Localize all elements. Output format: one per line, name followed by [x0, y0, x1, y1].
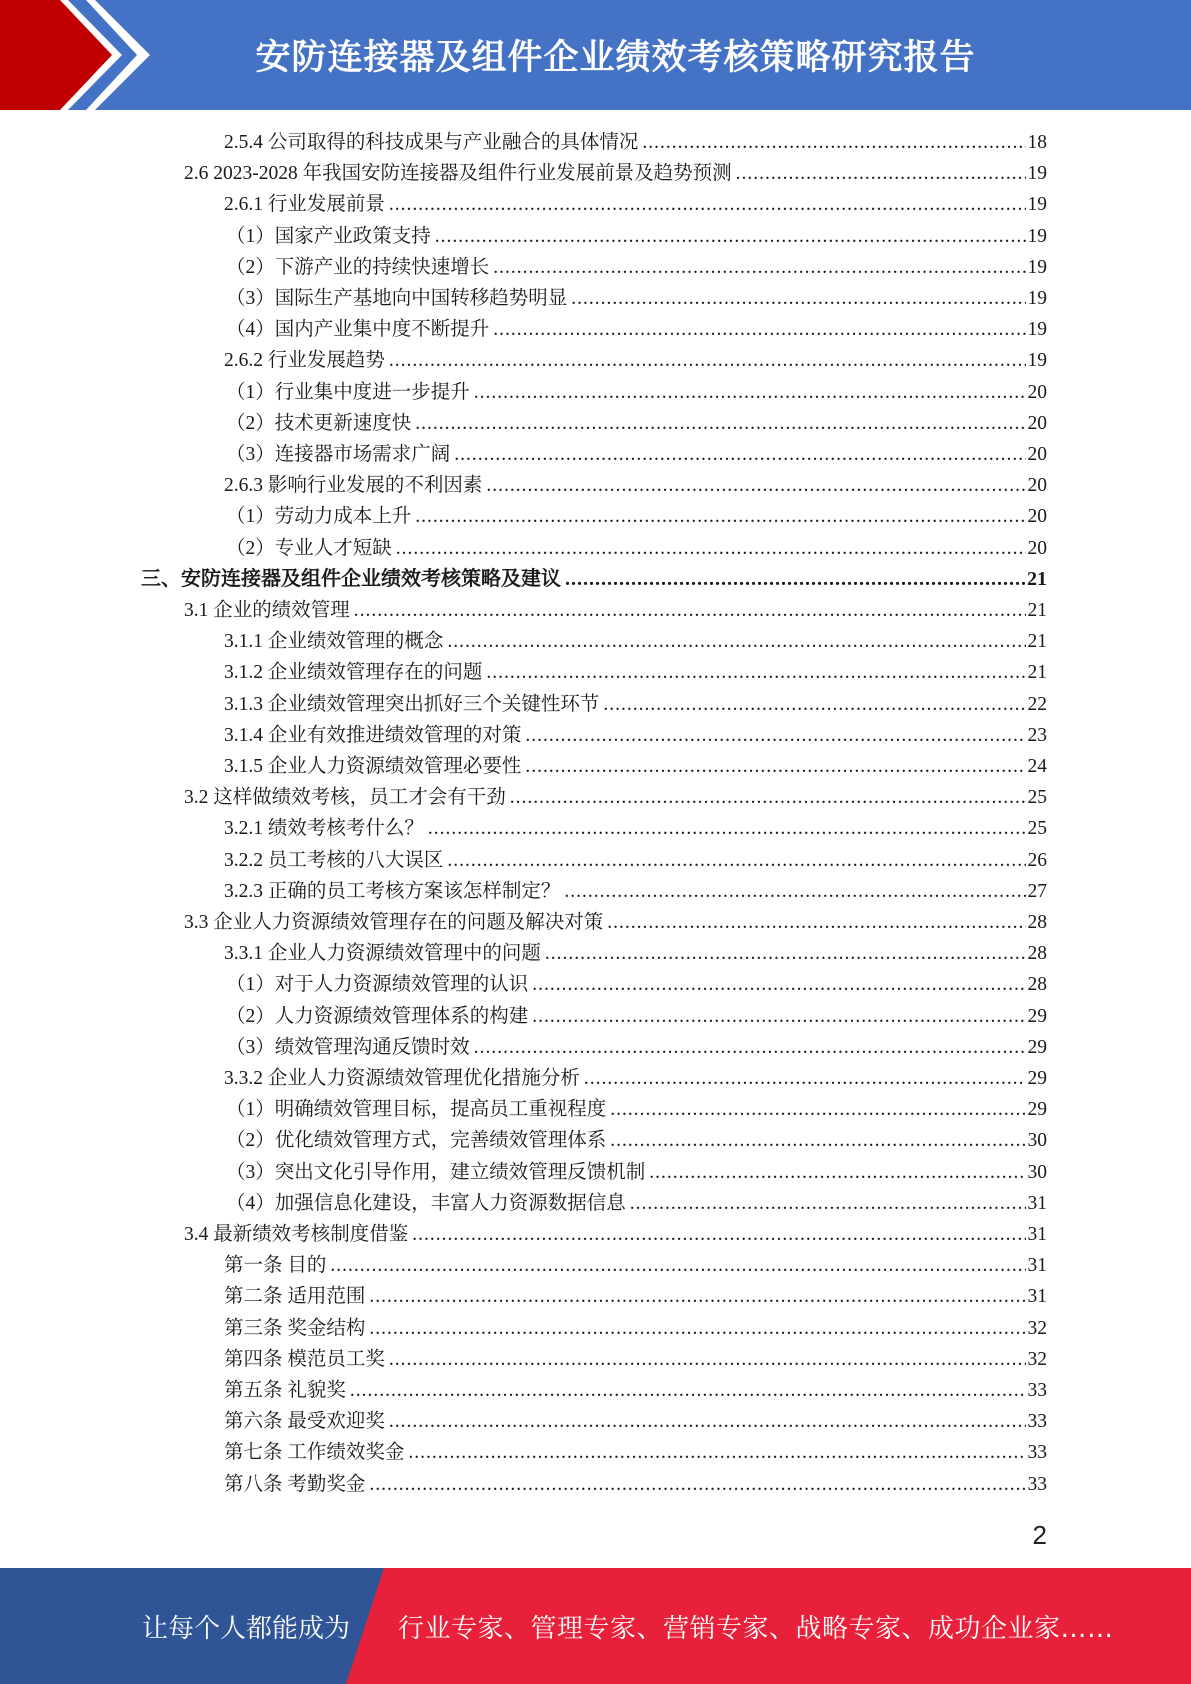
- toc-dot-leader: [510, 782, 1026, 813]
- toc-dot-leader: [736, 158, 1026, 189]
- toc-entry-title: 3.3.2 企业人力资源绩效管理优化措施分析: [224, 1068, 580, 1089]
- toc-entry-title: 3.2.2 员工考核的八大误区: [224, 849, 444, 871]
- toc-dot-leader: [454, 439, 1025, 470]
- toc-entry[interactable]: [224, 626, 1047, 657]
- toc-entry[interactable]: [184, 1219, 1047, 1250]
- toc-dot-leader: [389, 1406, 1026, 1437]
- toc-dot-leader: [493, 252, 1025, 283]
- toc-entry-page: 28: [1027, 912, 1047, 933]
- toc-entry-page: 19: [1027, 350, 1047, 372]
- toc-entry-title: （1）明确绩效管理目标，提高员工重视程度: [226, 1099, 607, 1121]
- toc-entry-page: 21: [1027, 600, 1047, 621]
- toc-entry[interactable]: [141, 564, 1047, 595]
- toc-entry-title: （2）下游产业的持续快速增长: [226, 256, 490, 278]
- toc-dot-leader: [642, 127, 1025, 158]
- toc-entry-page: 25: [1027, 787, 1047, 809]
- toc-dot-leader: [369, 1313, 1025, 1344]
- toc-entry-title: 第七条 工作绩效奖金: [224, 1442, 405, 1464]
- toc-entry[interactable]: [224, 1250, 1047, 1281]
- toc-entry-page: 28: [1027, 974, 1047, 996]
- toc-entry-page: 33: [1027, 1473, 1047, 1495]
- toc-dot-leader: [532, 969, 1025, 1000]
- toc-entry-page: 29: [1027, 1099, 1047, 1121]
- toc-entry-title: 3.1.5 企业人力资源绩效管理必要性: [224, 756, 522, 777]
- footer-band: [0, 1568, 1191, 1684]
- toc-dot-leader: [525, 751, 1025, 782]
- toc-dot-leader: [408, 1437, 1025, 1468]
- toc-entry-title: （1）劳动力成本上升: [226, 506, 412, 528]
- toc-entry-page: 31: [1027, 1286, 1047, 1308]
- toc-entry-title: 三、安防连接器及组件企业绩效考核策略及建议: [141, 567, 561, 590]
- toc-dot-leader: [447, 626, 1025, 657]
- toc-entry[interactable]: [224, 938, 1047, 969]
- toc-entry[interactable]: [224, 1313, 1047, 1344]
- toc-entry-page: 31: [1027, 1224, 1047, 1245]
- toc-entry-page: 22: [1027, 693, 1047, 715]
- toc-dot-leader: [525, 720, 1025, 751]
- toc-dot-leader: [447, 845, 1025, 876]
- toc-entry-page: 18: [1027, 132, 1047, 153]
- toc-dot-leader: [649, 1157, 1025, 1188]
- toc-entry-title: （2）技术更新速度快: [226, 412, 412, 434]
- toc-entry[interactable]: [226, 969, 1047, 1000]
- toc-entry-title: （3）突出文化引导作用，建立绩效管理反馈机制: [226, 1161, 646, 1183]
- toc-dot-leader: [630, 1188, 1026, 1219]
- toc-entry[interactable]: [226, 252, 1047, 283]
- toc-dot-leader: [369, 1469, 1025, 1500]
- toc-dot-leader: [435, 221, 1026, 252]
- toc-entry-page: 21: [1027, 567, 1047, 590]
- toc-dot-leader: [584, 1063, 1026, 1094]
- toc-entry-page: 33: [1027, 1442, 1047, 1464]
- toc-entry[interactable]: [226, 1094, 1047, 1125]
- toc-dot-leader: [532, 1001, 1025, 1032]
- toc-entry[interactable]: [224, 720, 1047, 751]
- toc-dot-leader: [415, 501, 1025, 532]
- toc-entry-page: 32: [1027, 1348, 1047, 1370]
- toc-entry-page: 20: [1027, 444, 1047, 465]
- toc-entry-page: 21: [1027, 662, 1047, 684]
- toc-entry-title: 第三条 奖金结构: [224, 1317, 366, 1339]
- toc-entry-page: 19: [1027, 256, 1047, 278]
- toc-entry[interactable]: [226, 1032, 1047, 1063]
- toc-entry-page: 24: [1027, 756, 1047, 777]
- toc-entry[interactable]: [184, 595, 1047, 626]
- header-arrow-decoration: [0, 0, 150, 110]
- toc-entry[interactable]: [226, 439, 1047, 470]
- report-title: 安防连接器及组件企业绩效考核策略研究报告: [255, 38, 976, 78]
- toc-dot-leader: [474, 1032, 1026, 1063]
- toc-entry-page: 29: [1027, 1036, 1047, 1058]
- toc-entry[interactable]: [224, 751, 1047, 782]
- toc-entry-page: 29: [1027, 1068, 1047, 1089]
- toc-entry-title: 3.1 企业的绩效管理: [184, 600, 350, 621]
- toc-entry[interactable]: [224, 1406, 1047, 1437]
- toc-entry-page: 19: [1027, 194, 1047, 216]
- toc-entry-title: 3.2.1 绩效考核考什么？: [224, 818, 424, 840]
- toc-dot-leader: [571, 283, 1025, 314]
- toc-dot-leader: [607, 907, 1025, 938]
- toc-entry[interactable]: [224, 1469, 1047, 1500]
- toc-entry-page: 25: [1027, 818, 1047, 840]
- toc-entry[interactable]: [184, 907, 1047, 938]
- toc-entry[interactable]: [226, 533, 1047, 564]
- toc-dot-leader: [389, 345, 1026, 376]
- toc-entry[interactable]: [224, 1344, 1047, 1375]
- toc-entry-page: 19: [1027, 319, 1047, 341]
- toc-entry-page: 20: [1027, 381, 1047, 403]
- toc-entry-title: （3）绩效管理沟通反馈时效: [226, 1036, 470, 1058]
- toc-entry[interactable]: [224, 1437, 1047, 1468]
- toc-entry-title: （4）国内产业集中度不断提升: [226, 319, 490, 341]
- toc-entry[interactable]: [224, 657, 1047, 688]
- toc-entry-page: 21: [1027, 631, 1047, 653]
- toc-dot-leader: [564, 876, 1025, 907]
- toc-entry-title: （2）优化绩效管理方式，完善绩效管理体系: [226, 1130, 607, 1152]
- toc-dot-leader: [350, 1375, 1026, 1406]
- toc-entry[interactable]: [224, 470, 1047, 501]
- toc-entry[interactable]: [184, 782, 1047, 813]
- toc-dot-leader: [486, 470, 1025, 501]
- toc-entry-page: 19: [1027, 288, 1047, 309]
- toc-entry-page: 19: [1027, 163, 1047, 185]
- toc-entry[interactable]: [226, 283, 1047, 314]
- toc-entry-title: 3.1.3 企业绩效管理突出抓好三个关键性环节: [224, 693, 600, 715]
- toc-dot-leader: [354, 595, 1026, 626]
- toc-entry-page: 30: [1027, 1130, 1047, 1152]
- toc-entry-page: 32: [1027, 1317, 1047, 1339]
- toc-entry-title: 3.2 这样做绩效考核，员工才会有干劲: [184, 787, 506, 809]
- toc-entry[interactable]: [226, 314, 1047, 345]
- toc-entry-page: 28: [1027, 943, 1047, 965]
- toc-entry[interactable]: [226, 1125, 1047, 1156]
- toc-entry-page: 26: [1027, 849, 1047, 871]
- toc-entry[interactable]: [226, 1188, 1047, 1219]
- toc-dot-leader: [389, 1344, 1026, 1375]
- toc-entry[interactable]: [224, 189, 1047, 220]
- toc-entry-title: 第八条 考勤奖金: [224, 1473, 366, 1495]
- toc-entry-page: 20: [1027, 412, 1047, 434]
- toc-entry-title: （1）对于人力资源绩效管理的认识: [226, 974, 529, 996]
- toc-dot-leader: [486, 657, 1025, 688]
- toc-entry-page: 29: [1027, 1005, 1047, 1027]
- toc-entry-page: 19: [1027, 225, 1047, 247]
- toc-entry-page: 27: [1027, 880, 1047, 902]
- toc-dot-leader: [330, 1250, 1025, 1281]
- toc-entry-title: 第四条 模范员工奖: [224, 1348, 385, 1370]
- toc-dot-leader: [603, 689, 1025, 720]
- page-number: 2: [1032, 1520, 1047, 1550]
- toc-entry-title: 2.6.2 行业发展趋势: [224, 350, 385, 372]
- toc-entry-title: 3.1.1 企业绩效管理的概念: [224, 631, 444, 653]
- toc-entry-title: 第二条 适用范围: [224, 1286, 366, 1308]
- toc-entry-page: 20: [1027, 506, 1047, 528]
- toc-entry[interactable]: [226, 501, 1047, 532]
- toc-entry-title: （4）加强信息化建设，丰富人力资源数据信息: [226, 1192, 626, 1214]
- toc-entry-page: 33: [1027, 1411, 1047, 1433]
- toc-entry-title: 2.6 2023-2028 年我国安防连接器及组件行业发展前景及趋势预测: [184, 163, 732, 185]
- toc-entry-page: 20: [1027, 475, 1047, 497]
- toc-entry-title: 2.6.1 行业发展前景: [224, 194, 385, 216]
- toc-entry-title: 第五条 礼貌奖: [224, 1380, 346, 1401]
- toc-dot-leader: [474, 377, 1026, 408]
- toc-entry-page: 31: [1027, 1192, 1047, 1214]
- footer-slogan-left: 让每个人都能成为: [142, 1613, 351, 1644]
- toc-entry-page: 31: [1027, 1255, 1047, 1277]
- toc-entry-title: 3.1.4 企业有效推进绩效管理的对策: [224, 724, 522, 746]
- toc-dot-leader: [610, 1094, 1025, 1125]
- toc-entry-title: 2.5.4 公司取得的科技成果与产业融合的具体情况: [224, 132, 639, 153]
- toc-entry-title: 第一条 目的: [224, 1255, 327, 1277]
- toc-dot-leader: [428, 813, 1026, 844]
- toc-entry-title: （1）行业集中度进一步提升: [226, 381, 470, 403]
- toc-entry[interactable]: [224, 689, 1047, 720]
- toc-dot-leader: [415, 408, 1025, 439]
- toc-entry-title: 2.6.3 影响行业发展的不利因素: [224, 475, 483, 497]
- toc-entry-title: （3）国际生产基地向中国转移趋势明显: [226, 288, 568, 309]
- toc-entry[interactable]: [224, 845, 1047, 876]
- toc-entry[interactable]: [224, 876, 1047, 907]
- footer-slogan-right: 行业专家、管理专家、营销专家、战略专家、成功企业家……: [398, 1613, 1114, 1644]
- header-band: [0, 0, 1191, 110]
- toc-entry[interactable]: [224, 345, 1047, 376]
- toc-entry[interactable]: [226, 408, 1047, 439]
- toc-entry-page: 33: [1027, 1380, 1047, 1401]
- toc-dot-leader: [565, 564, 1025, 595]
- toc-entry-title: 3.1.2 企业绩效管理存在的问题: [224, 662, 483, 684]
- toc-entry-title: 3.2.3 正确的员工考核方案该怎样制定？: [224, 880, 561, 902]
- toc-entry-title: 3.4 最新绩效考核制度借鉴: [184, 1224, 409, 1245]
- toc-entry[interactable]: [224, 1281, 1047, 1312]
- toc-dot-leader: [369, 1281, 1025, 1312]
- toc-entry-page: 20: [1027, 537, 1047, 559]
- toc-entry[interactable]: [224, 127, 1047, 158]
- toc-dot-leader: [389, 189, 1026, 220]
- toc-entry-title: 3.3.1 企业人力资源绩效管理中的问题: [224, 943, 541, 965]
- toc-entry-page: 23: [1027, 724, 1047, 746]
- toc-entry-title: （3）连接器市场需求广阔: [226, 444, 451, 465]
- toc-dot-leader: [610, 1125, 1025, 1156]
- toc-entry-title: 3.3 企业人力资源绩效管理存在的问题及解决对策: [184, 912, 604, 933]
- toc-dot-leader: [396, 533, 1026, 564]
- toc-entry[interactable]: [226, 221, 1047, 252]
- toc-dot-leader: [412, 1219, 1025, 1250]
- toc-entry[interactable]: [226, 1157, 1047, 1188]
- toc-entry-page: 30: [1027, 1161, 1047, 1183]
- toc-entry-title: （1）国家产业政策支持: [226, 225, 431, 247]
- toc-dot-leader: [493, 314, 1025, 345]
- toc-entry[interactable]: [226, 377, 1047, 408]
- toc-entry[interactable]: [184, 158, 1047, 189]
- toc-entry[interactable]: [224, 1375, 1047, 1406]
- toc-entry[interactable]: [226, 1001, 1047, 1032]
- toc-entry-title: 第六条 最受欢迎奖: [224, 1411, 385, 1433]
- toc-dot-leader: [545, 938, 1026, 969]
- toc-entry[interactable]: [224, 813, 1047, 844]
- toc-entry-title: （2）专业人才短缺: [226, 537, 392, 559]
- toc-entry-title: （2）人力资源绩效管理体系的构建: [226, 1005, 529, 1027]
- toc-entry[interactable]: [224, 1063, 1047, 1094]
